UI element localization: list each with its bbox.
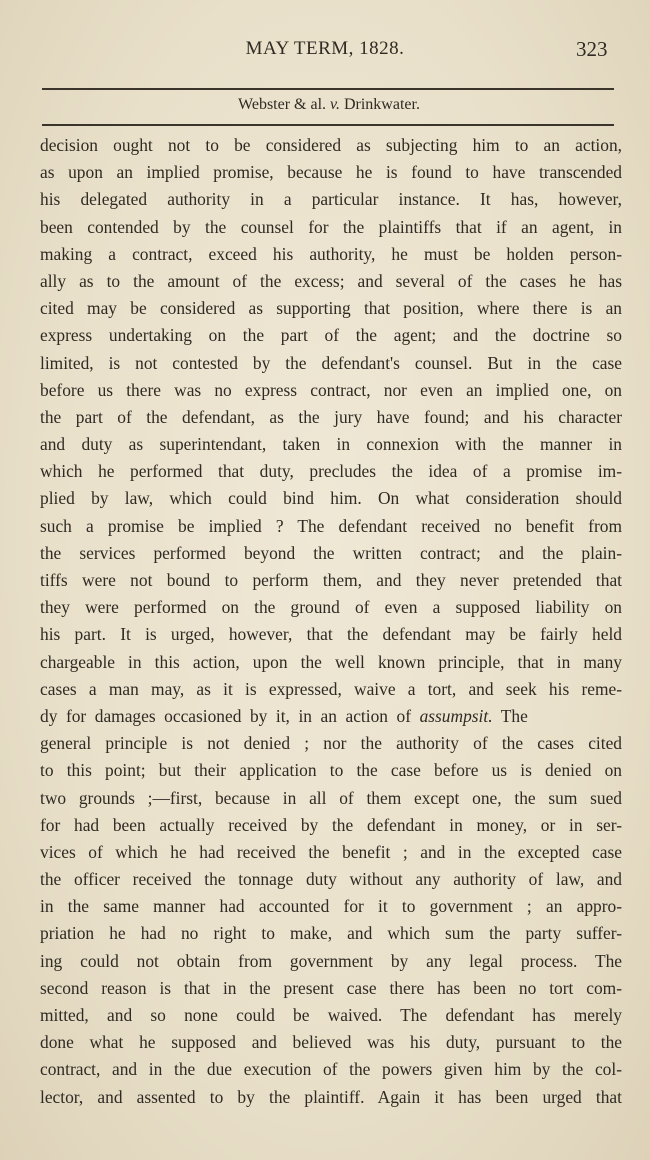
text-line [40, 350, 622, 377]
text-line [40, 1029, 622, 1056]
text-segment: done what he supposed and believed was his duty, pursuant to the [40, 1032, 622, 1053]
text-segment: which he performed that duty, precludes the idea of a promise im- [40, 461, 622, 482]
text-line [40, 948, 622, 975]
text-segment: making a contract, exceed his authority, he must be holden person- [40, 243, 622, 264]
text-line [40, 458, 622, 485]
text-segment: dy for damages occasioned by it, in an action of [40, 705, 420, 726]
text-line [40, 404, 622, 431]
text-line [40, 812, 622, 839]
text-line [40, 839, 622, 866]
text-segment: the part of the defendant, as the jury have found; and his character [40, 406, 622, 427]
text-segment: they were performed on the ground of even a supposed liability on [40, 597, 622, 618]
text-line [40, 540, 622, 567]
text-line [40, 730, 622, 757]
text-line [40, 431, 622, 458]
text-line [40, 295, 622, 322]
text-segment: contract, and in the due execution of the powers given him by the col- [40, 1059, 622, 1080]
text-line [40, 214, 622, 241]
text-segment: plied by law, which could bind him. On what consideration should [40, 488, 622, 509]
text-line [40, 132, 622, 159]
text-segment: before us there was no express contract, nor even an implied one, on [40, 379, 622, 400]
text-segment: limited, is not contested by the defendant's counsel. But in the case [40, 352, 622, 373]
top-rule [42, 88, 614, 90]
text-segment: chargeable in this action, upon the well known principle, that in many [40, 651, 622, 672]
text-line [40, 322, 622, 349]
text-segment: the officer received the tonnage duty without any authority of law, and [40, 869, 622, 890]
text-line [40, 649, 622, 676]
text-line [40, 785, 622, 812]
text-segment: mitted, and so none could be waived. The defendant has merely [40, 1005, 622, 1025]
text-line [40, 513, 622, 540]
text-line [40, 567, 622, 594]
text-line [40, 893, 622, 920]
text-segment: second reason is that in the present case there has been no tort com- [40, 977, 622, 998]
text-segment: general principle is not denied ; nor the authority of the cases cited [40, 733, 622, 754]
text-segment: and duty as superintendant, taken in connexion with the manner in [40, 434, 622, 455]
text-segment: lector, and assented to by the plaintiff. Again it has been urged that [40, 1086, 622, 1107]
text-segment: cases a man may, as it is expressed, waive a tort, and seek his reme- [40, 678, 622, 699]
text-segment: two grounds ;—first, because in all of them except one, the sum sued [40, 787, 622, 808]
text-line [40, 485, 622, 512]
case-defendant: Drinkwater. [343, 96, 420, 113]
text-line [40, 866, 622, 893]
page-number: 323 [576, 37, 608, 61]
text-line [40, 920, 622, 947]
case-plaintiff: Webster & al. [238, 96, 327, 113]
text-segment: been contended by the counsel for the plaintiffs that if an agent, in [40, 216, 622, 237]
bottom-rule [42, 124, 614, 126]
text-segment: his part. It is urged, however, that the defendant may be fairly held [40, 624, 622, 645]
text-line [40, 1084, 622, 1111]
text-segment: in the same manner had accounted for it to government ; an appro- [40, 896, 622, 917]
text-segment: to this point; but their application to the case before us is denied on [40, 760, 622, 781]
text-line [40, 186, 622, 213]
text-line [40, 159, 622, 186]
header-title: MAY TERM, 1828. [245, 38, 405, 59]
text-segment: decision ought not to be considered as subjecting him to an action, [40, 135, 622, 155]
text-line [40, 1056, 622, 1083]
text-segment: such a promise be implied ? The defendant received no benefit from [40, 515, 622, 536]
text-line [40, 241, 622, 268]
text-line [40, 1002, 622, 1029]
text-line [40, 268, 622, 295]
text-segment: tiffs were not bound to perform them, and they never pretended that [40, 570, 622, 590]
text-segment: his delegated authority in a particular instance. It has, however, [40, 189, 622, 210]
text-segment: ing could not obtain from government by any legal process. The [40, 950, 622, 971]
text-segment: vices of which he had received the benefit ; and in the excepted case [40, 841, 622, 862]
text-segment: priation he had no right to make, and which sum the party suffer- [40, 923, 622, 944]
body-text [40, 132, 622, 1111]
text-line [40, 377, 622, 404]
text-segment: as upon an implied promise, because he is found to have transcended [40, 162, 622, 183]
text-segment: for had been actually received by the defendant in money, or in ser- [40, 814, 622, 835]
text-segment: the services performed beyond the written contract; and the plain- [40, 542, 622, 563]
text-line [40, 975, 622, 1002]
text-line [40, 757, 622, 784]
text-segment: cited may be considered as supporting that position, where there is an [40, 298, 622, 319]
italic-term: assumpsit. [419, 705, 493, 726]
text-segment: ally as to the amount of the excess; and several of the cases he has [40, 270, 622, 291]
text-line [40, 703, 622, 730]
text-line [40, 676, 622, 703]
text-segment: The [492, 705, 528, 726]
text-line [40, 621, 622, 648]
running-head [0, 96, 650, 114]
text-line [40, 594, 622, 621]
case-versus: v. [330, 96, 340, 113]
text-segment: express undertaking on the part of the agent; and the doctrine so [40, 325, 622, 346]
